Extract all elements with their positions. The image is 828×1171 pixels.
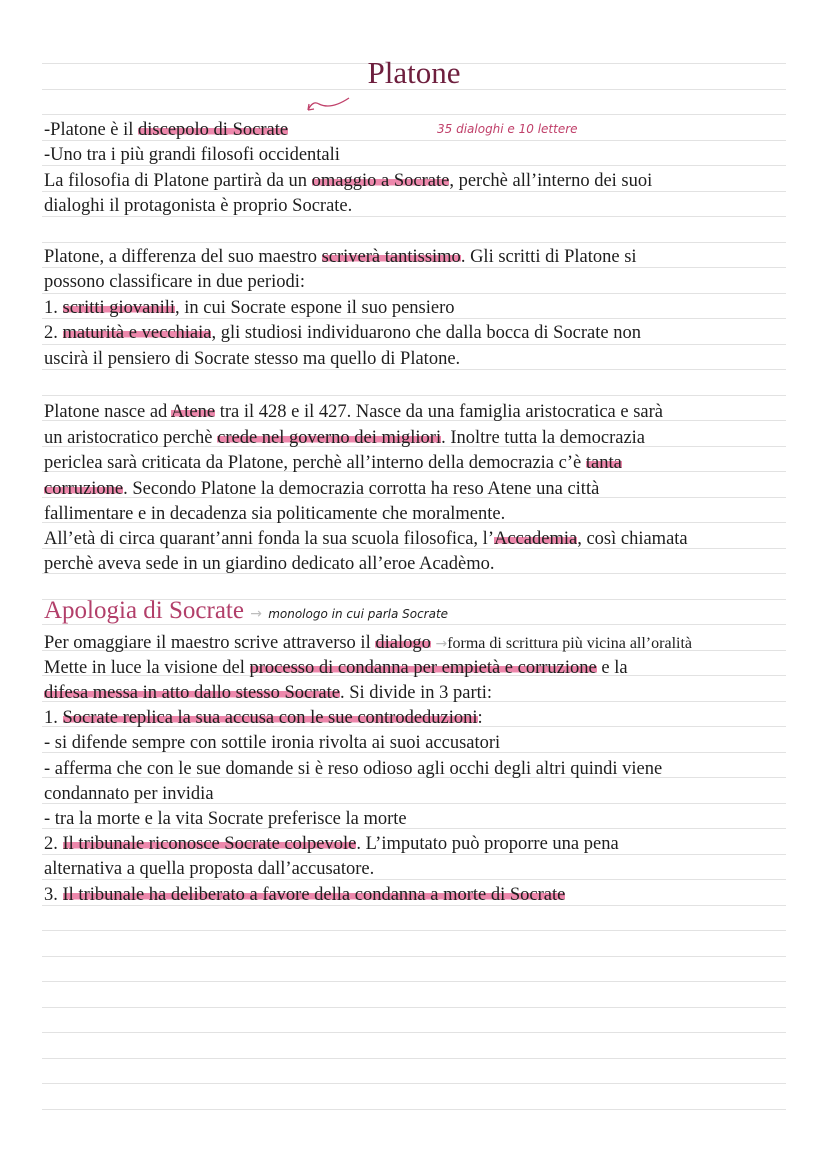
highlight: dialogo: [375, 633, 431, 653]
line: possono classificare in due periodi:: [44, 272, 305, 292]
highlight: scritti giovanili: [62, 298, 176, 318]
rule-line: [42, 981, 786, 982]
line: Per omaggiare il maestro scrive attraverso il dialogo →forma di scrittura più vicina all’oralità: [44, 633, 692, 653]
line: Platone nasce ad Atene tra il 428 e il 427. Nasce da una famiglia aristocratica e sarà: [44, 402, 663, 422]
rule-line: [42, 395, 786, 396]
highlight: Accademia: [493, 529, 578, 549]
rule-line: [42, 114, 786, 115]
line: Mette in luce la visione del processo di condanna per empietà e corruzione e la: [44, 658, 628, 678]
line: periclea sarà criticata da Platone, perchè all’interno della democrazia c’è tanta: [44, 453, 622, 473]
arrow-icon: →: [250, 606, 262, 622]
highlight: processo di condanna per empietà e corruzione: [249, 658, 597, 678]
highlight: maturità e vecchiaia: [62, 323, 212, 343]
rule-line: [42, 293, 786, 294]
line: un aristocratico perchè crede nel governo dei migliori. Inoltre tutta la democrazia: [44, 428, 646, 448]
rule-line: [42, 1032, 786, 1033]
rule-line: [42, 242, 786, 243]
line: corruzione. Secondo Platone la democrazia corrotta ha reso Atene una città: [44, 479, 600, 499]
line: uscirà il pensiero di Socrate stesso ma quello di Platone.: [44, 349, 461, 369]
line: - tra la morte e la vita Socrate preferisce la morte: [44, 809, 407, 829]
rule-line: [42, 1109, 786, 1110]
line: difesa messa in atto dallo stesso Socrate. Si divide in 3 parti:: [44, 683, 493, 703]
line: condannato per invidia: [44, 784, 214, 804]
inline-note: forma di scrittura più vicina all’oralità: [447, 635, 692, 652]
line: La filosofia di Platone partirà da un omaggio a Socrate, perchè all’interno dei suoi: [44, 171, 653, 191]
highlight: corruzione: [44, 479, 124, 499]
rule-line: [42, 1007, 786, 1008]
page-title: Platone: [367, 55, 461, 90]
squiggle-mark: [305, 92, 355, 114]
line: -Platone è il discepolo di Socrate: [44, 120, 289, 140]
line: 1. Socrate replica la sua accusa con le sue controdeduzioni:: [44, 708, 483, 728]
highlight: Socrate replica la sua accusa con le sue controdeduzioni: [62, 708, 478, 728]
highlight: Il tribunale ha deliberato a favore della condanna a morte di Socrate: [62, 885, 566, 905]
line: Platone, a differenza del suo maestro scriverà tantissimo. Gli scritti di Platone si: [44, 247, 637, 267]
highlight: scriverà tantissimo: [321, 247, 461, 267]
rule-line: [42, 1083, 786, 1084]
highlight: Il tribunale riconosce Socrate colpevole: [62, 834, 357, 854]
line: alternativa a quella proposta dall’accusatore.: [44, 859, 375, 879]
rule-line: [42, 344, 786, 345]
line: - si difende sempre con sottile ironia rivolta ai suoi accusatori: [44, 733, 501, 753]
line: perchè aveva sede in un giardino dedicato all’eroe Acadèmo.: [44, 554, 495, 574]
line: 2. Il tribunale riconosce Socrate colpevole. L’imputato può proporre una pena: [44, 834, 619, 854]
rule-line: [42, 1058, 786, 1059]
rule-line: [42, 930, 786, 931]
line: 3. Il tribunale ha deliberato a favore della condanna a morte di Socrate: [44, 885, 566, 905]
line: -Uno tra i più grandi filosofi occidentali: [44, 145, 340, 165]
line: dialoghi il protagonista è proprio Socrate.: [44, 196, 353, 216]
line: 2. maturità e vecchiaia, gli studiosi individuarono che dalla bocca di Socrate non: [44, 323, 641, 343]
side-note: 35 dialoghi e 10 lettere: [437, 122, 578, 136]
line: All’età di circa quarant’anni fonda la sua scuola filosofica, l’Accademia, così chiamata: [44, 529, 688, 549]
arrow-icon: →: [435, 636, 448, 652]
line: 1. scritti giovanili, in cui Socrate espone il suo pensiero: [44, 298, 455, 318]
highlight: tanta: [585, 453, 622, 473]
rule-line: [42, 956, 786, 957]
section-heading: Apologia di Socrate → monologo in cui parla Socrate: [44, 597, 449, 624]
highlight: omaggio a Socrate: [311, 171, 450, 191]
highlight: crede nel governo dei migliori: [217, 428, 442, 448]
section-note: monologo in cui parla Socrate: [268, 607, 449, 621]
line: - afferma che con le sue domande si è reso odioso agli occhi degli altri quindi viene: [44, 759, 663, 779]
highlight: Atene: [170, 402, 216, 422]
line: fallimentare e in decadenza sia politicamente che moralmente.: [44, 504, 506, 524]
highlight: discepolo di Socrate: [138, 120, 289, 140]
highlight: difesa messa in atto dallo stesso Socrate: [44, 683, 340, 703]
